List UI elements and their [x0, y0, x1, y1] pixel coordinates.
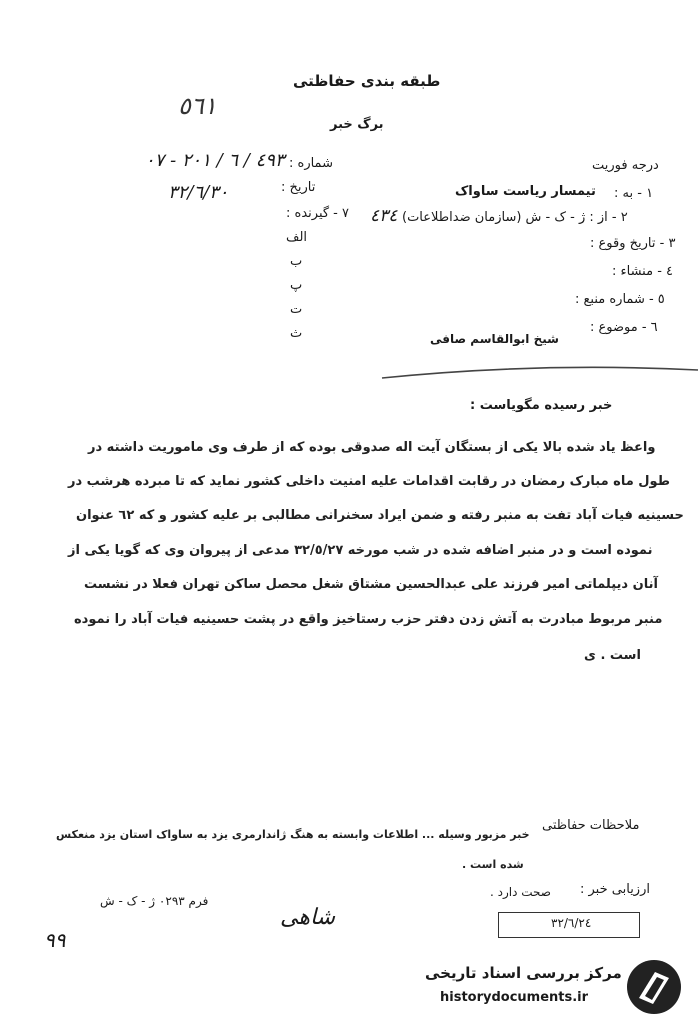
- evaluation-label: ارزیابی خبر :: [580, 882, 650, 897]
- priority-label: درجه فوریت: [592, 158, 659, 173]
- page-number: ٩٩: [44, 928, 66, 952]
- remarks-line-1: خبر مزبور وسیله ... اطلاعات وابسته به هنگ ژاندارمری یزد به ساواک استان یزد منعکس: [56, 828, 530, 841]
- number-value: ٤٩٣ / ٦ / ٢٠١ - ٠٧: [145, 150, 285, 171]
- field-from-code: ٤٣٤: [370, 206, 398, 226]
- recipient-th: ث: [290, 326, 303, 341]
- recipient-p: پ: [290, 278, 303, 293]
- evaluation-value: صحت دارد .: [490, 885, 551, 899]
- field-from: ٢ - از : ژ - ک - ش (سازمان ضداطلاعات): [402, 210, 628, 225]
- field-subject-label: ٦ - موضوع :: [590, 320, 658, 335]
- field-source: ٤ - منشاء :: [612, 264, 674, 279]
- corner-handwriting: ٥٦١: [178, 92, 217, 120]
- field-subject-value: شیخ ابوالقاسم صافی: [430, 332, 559, 346]
- recipient-a: الف: [286, 230, 308, 245]
- watermark-title: مرکز بررسی اسناد تاریخی: [425, 964, 622, 982]
- field-to-value: تیمسار ریاست ساواک: [455, 184, 596, 199]
- date-value: ٣٢/٦/٣٠: [168, 182, 229, 203]
- date-label: تاریخ :: [281, 180, 316, 195]
- body-intro: خبر رسیده مگویاست :: [470, 398, 613, 413]
- field-date-event: ٣ - تاریخ وقوع :: [590, 236, 676, 251]
- number-label: شماره :: [289, 156, 333, 171]
- watermark-url: historydocuments.ir: [440, 990, 589, 1005]
- archive-logo-icon: [625, 958, 683, 1016]
- signature: شاهی: [280, 905, 336, 930]
- remarks-line-2: شده است .: [462, 858, 524, 871]
- form-number: فرم ٠٢٩٣ ژ - ک - ش: [100, 894, 209, 908]
- recipient-b: ب: [290, 254, 303, 269]
- recipient-t: ت: [290, 302, 303, 317]
- body-line-3: حسینیه فیات آباد تفت به منبر رفته و ضمن ایراد سخنرانی مطالبی بر علیه کشور و که ٦٢ عنوان: [76, 508, 684, 523]
- stamp-text: ٣٢/٦/٢٤: [551, 916, 592, 930]
- classification-heading: طبقه بندی حفاظتی: [293, 72, 441, 90]
- body-line-7: است . ی: [584, 648, 641, 663]
- separator-curve: [380, 360, 700, 382]
- body-line-1: واعظ یاد شده بالا یکی از بستگان آیت اله صدوقی بوده که از طرف وی ماموریت داشته در: [88, 440, 656, 455]
- body-line-6: منبر مربوط مبادرت به آتش زدن دفتر حزب رستاخیز واقع در پشت حسینیه فیات آباد را نموده: [74, 612, 663, 627]
- body-line-4: نموده است و در منبر اضافه شده در شب مورخه ٣٢/٥/٢٧ مدعی از پیروان وی که گویا یکی از: [68, 543, 653, 558]
- remarks-label: ملاحظات حفاظتی: [542, 818, 640, 833]
- date-stamp: [498, 912, 640, 938]
- body-line-5: آنان دیپلماتی امیر فرزند علی عبدالحسین مشتاق شغل محصل ساکن تهران فعلا در نشست: [84, 577, 658, 592]
- form-title: برگ خبر: [330, 117, 384, 132]
- field-to-label: ١ - به :: [614, 186, 654, 201]
- body-line-2: طول ماه مبارک رمضان در رقابت اقدامات علیه امنیت داخلی کشور نماید که تا مبرده هرشب در: [68, 474, 670, 489]
- field-recipient-label: ٧ - گیرنده :: [286, 206, 349, 221]
- field-source-number: ٥ - شماره منبع :: [575, 292, 665, 307]
